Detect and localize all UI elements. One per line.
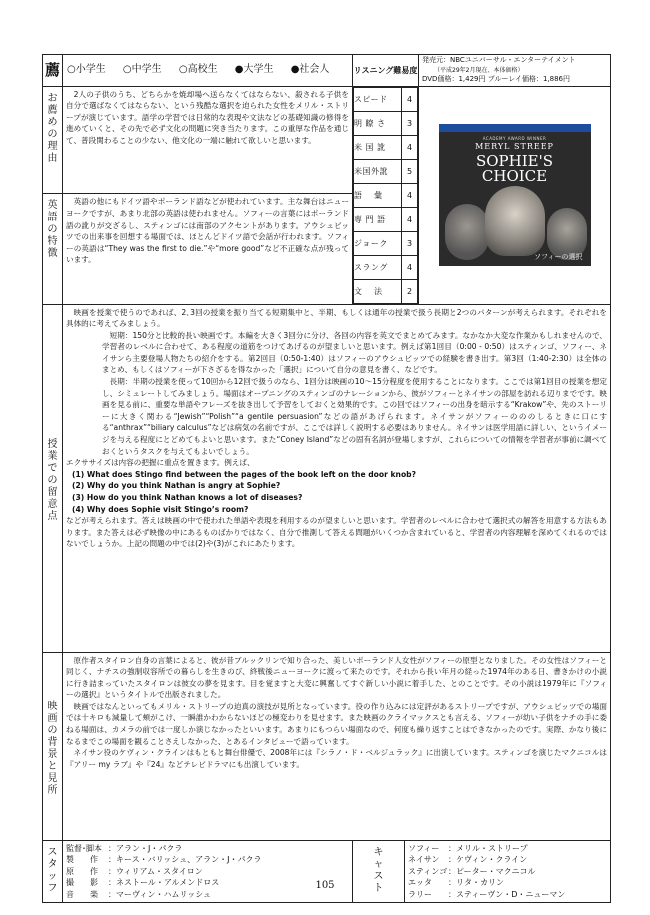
rating-row [354,183,418,207]
teaching-long: 長期：半期の授業を使って10回から12回で扱うのなら、1回分は映画の10～15分程度を使用することになります。ここでは第1回目の授業を想定し、シミュレートしてみましょう。場面はオープニングのスティンゴのナレーションから、彼がソフィーとネイサンの部屋を訪れる辺りまでです。映画を見る前に、重要な単語やフレーズを抜き出して予習をしておくと効果的です。この回ではソフィーの出身を暗示する“Krakow”や、先のストーリーに大きく関わる“Jewish”“Polish”“a gentile persuasion”などの語があげられます。ネイサンがソフィーのののしるときに口にする“anthrax”“biliary calculus”などは病気の名前ですが、ここでは詳しく説明する必要はありません。ネイサンは医学用語に詳しい、というイメージを与える程度にとどめてもよいと思います。また“Coney Island”などの固有名詞が登場しますが、これらについての情報を学習者が事前に調べておくというタスクを与えてもよいでしょう。 [102,377,607,456]
staff-list [63,840,353,903]
question-3: (3) How do you think Nathan knows a lot of diseases? [72,493,303,502]
rating-name: 専 門 語 [354,207,402,231]
rating-row [354,207,418,231]
dvd-cover-image [439,124,591,266]
rating-name: 米 国 訛 [354,135,402,159]
grade-junior-high: ○中学生 [122,64,162,76]
cast-row: ネイサン ：ケヴィン・クライン [408,855,528,864]
background-text: 原作者スタイロン自身の言葉によると、彼が昔ブルックリンで知り合った、美しいポーランド人女性がソフィーの原型となりました。その女性はソフィーと同じく、ナチスの強制収容所での暮らしを生きのび、終戦後ニューヨークに渡って来たのです。それから長い年月の経った1974年のある日、書きかけの小説に行き詰まっていたスタイロンは彼女の夢を見ます。目を覚ますと大変に興奮してすぐ新しい小説に着手した、とのことです。その小説は1979年に『ソフィーの選択』というタイトルで出版されました。 映画ではなんといってもメリル・ストリープの迫真の演技が見所となっています。役の作り込みには定評があるストリープですが、アウシュビッツでの場面では十キロも減量して頬がこけ、一瞬誰かわからないほどの極変わりを見せます。また映画のクライマックスとも言える、ソフィーが幼い子供をナチの手に委ねる場面は、カメラの前では一度しか演じなかったといいます。あまりにもつらい場面なので、何度も繰り返すことはできなかったのです。実際、かなり後になるまでこの場面を観ることさえしなかった、とあるインタビューで語っています。 ネイサン役のケヴィン・クラインはもともと舞台俳優で、2008年には『シラノ・ド・ベルジュラック』に出演しています。スティンゴを演じたマクニコルは『アリー my ラブ』や『24』などテレビドラマにも出演しています。 [63,652,611,840]
rating-row [354,111,418,135]
price-date: （平成29年2月現在、本体価格） [434,66,524,74]
grade-adult: ●社会人 [290,64,330,76]
staff-row: 原 作 ：ウィリアム・スタイロン [66,866,203,876]
rating-row [354,231,418,255]
rating-name: ジョーク [354,231,402,255]
question-2: (2) Why do you think Nathan is angry at Sophie? [72,481,281,491]
price-text: DVD価格：1,429円 ブルーレイ価格：1,886円 [422,75,570,83]
rating-name: スピード [354,87,402,111]
difficulty-label: リスニング難易度 [353,55,419,87]
sheet-table [42,54,611,903]
cast-row: ラリー ：スティーヴン・D・ニューマン [408,889,566,899]
poster-award: ACADEMY AWARD WINNER [482,136,547,141]
rating-value: 4 [402,255,418,279]
staff-row: 監督･脚本 ：アラン・J・パクラ [66,843,183,853]
teaching-text [63,304,611,652]
rating-row [354,135,418,159]
ratings-table [353,87,418,304]
poster-jp-title: ソフィーの選択 [534,253,583,261]
rating-row [354,87,418,111]
staff-row: 製 作 ：キース・バリッシュ、アラン・J・パクラ [66,855,262,864]
teaching-intro: 映画を授業で使うのであれば、2､3回の授業を振り当てる短期集中と、半期、もしくは通年の授業で扱う長期と2つのパターンが考えられます。それぞれを具体的に考えてみましょう。 [66,307,607,329]
rating-value: 4 [402,183,418,207]
cast-row: エッタ ：リタ・カリン [408,878,504,887]
label-reason: お 薦 め の 理 由 [43,86,63,194]
exercise-intro: エクササイズは内容の把握に重点を置きます。例えば、 [66,458,255,468]
teaching-short: 短期：150分と比較的長い映画です。本編を大きく3回分に分け、各回の内容を英文でまとめてみます。なかなか大変な作業かもしれませんので、学習者のレベルに合わせて、ある程度の道筋をつけてあげるのが望ましいと思います。例えば第1回目（0:00 - 0:50）はスティンゴ、ソフィー、ネイサンら主要登場人物たちの紹介をする。第2回目（0:50-1:40）はソフィーのアウシュビッツでの経験を書き出す。第3回（1:40-2:30）は全体のまとめ、もしくはソフィーが下さざるを得なかった「選択」について自分の意見を書く、などです。 [102,330,608,375]
cast-row: ソフィー ：メリル・ストリープ [408,843,528,853]
grade-levels [63,55,353,87]
grade-high-school: ○高校生 [178,64,218,76]
poster-title: SOPHIE'S CHOICE [475,152,554,185]
rating-value: 3 [402,231,418,255]
label-staff: ス タ ッ フ [43,840,63,903]
rating-name: 明 瞭 さ [354,111,402,135]
rating-value: 4 [402,135,418,159]
recommend-kanji: 薦 [43,55,63,87]
label-teaching: 授 業 で の 留 意 点 [43,304,63,652]
label-cast: キ ャ ス ト [353,840,405,903]
rating-name: 文 法 [354,279,402,303]
publisher-name: 発売元：NBCユニバーサル・エンターテイメント [422,56,576,64]
poster-star: MERYL STREEP [475,142,554,151]
question-4: (4) Why does Sophie visit Stingo’s room? [72,504,249,514]
ratings-cell [353,86,419,304]
cast-list [405,840,611,903]
publisher-info [419,55,611,87]
rating-name: 語 彙 [354,183,402,207]
rating-value: 5 [402,159,418,183]
grade-university: ●大学生 [234,64,274,76]
rating-value: 4 [402,87,418,111]
poster-cell [419,86,611,304]
reason-text: 2人の子供のうち、どちらかを焼却場へ送らなくてはならない、殺される子供を自分で選ばなくてはならない、という残酷な選択を迫られた女性をメリル・ストリープが演じています。語学の学習では日常的な表現や文法などの基礎知識の修得を進めていくと、その先で必ず文化の問題に突き当たります。この重厚な作品を通じて、普段関わることの少ない、他文化の一端に触れて欲しいと思います。 [63,86,353,194]
rating-value: 3 [402,111,418,135]
teaching-closing: などが考えられます。答えは映画の中で使われた単語や表現を利用するのが望ましいと思います。学習者のレベルに合わせて選択式の解答を用意する方法もあります。また答えは必ず映像の中にあるものばかりではなく、自分で推測して答える問題がいくつか含まれていると、学習者の内容理解を深めてくれるのではないでしょうか。上記の問題の中では(2)や(3)がこれにあたります。 [66,516,607,549]
rating-name: スラング [354,255,402,279]
rating-value: 2 [402,279,418,303]
label-background: 映 画 の 背 景 と 見 所 [43,652,63,840]
rating-value: 4 [402,207,418,231]
english-text: 英語の他にもドイツ語やポーランド語などが使われています。主な舞台はニューヨークですが、あまり北部の英語は使われません。ソフィーの言葉にはポーランド語の訛りが交ざるし、スティンゴには南部のアクセントがあります。アウシュビッツでの出来事を回想する場面では、ほとんどドイツ語で会話が行われます。ソフィーの英語は“They was the first to die.”や“more good”など不正確な点が残っています。 [63,194,353,304]
film-sheet [42,54,610,903]
grade-elementary: ○小学生 [67,64,106,76]
cast-row: スティンゴ ：ピーター・マクニコル [408,866,536,876]
question-1: (1) What does Stingo find between the pages of the book left on the door knob? [72,469,417,479]
staff-row: 音 楽 ：マーヴィン・ハムリッシュ [66,889,212,899]
rating-row [354,255,418,279]
staff-row: 撮 影 ：ネストール・アルメンドロス [66,878,220,887]
rating-row [354,159,418,183]
label-english: 英 語 の 特 徴 [43,194,63,304]
page-number: 105 [315,880,335,891]
rating-name: 米国外訛 [354,159,402,183]
rating-row [354,279,418,303]
